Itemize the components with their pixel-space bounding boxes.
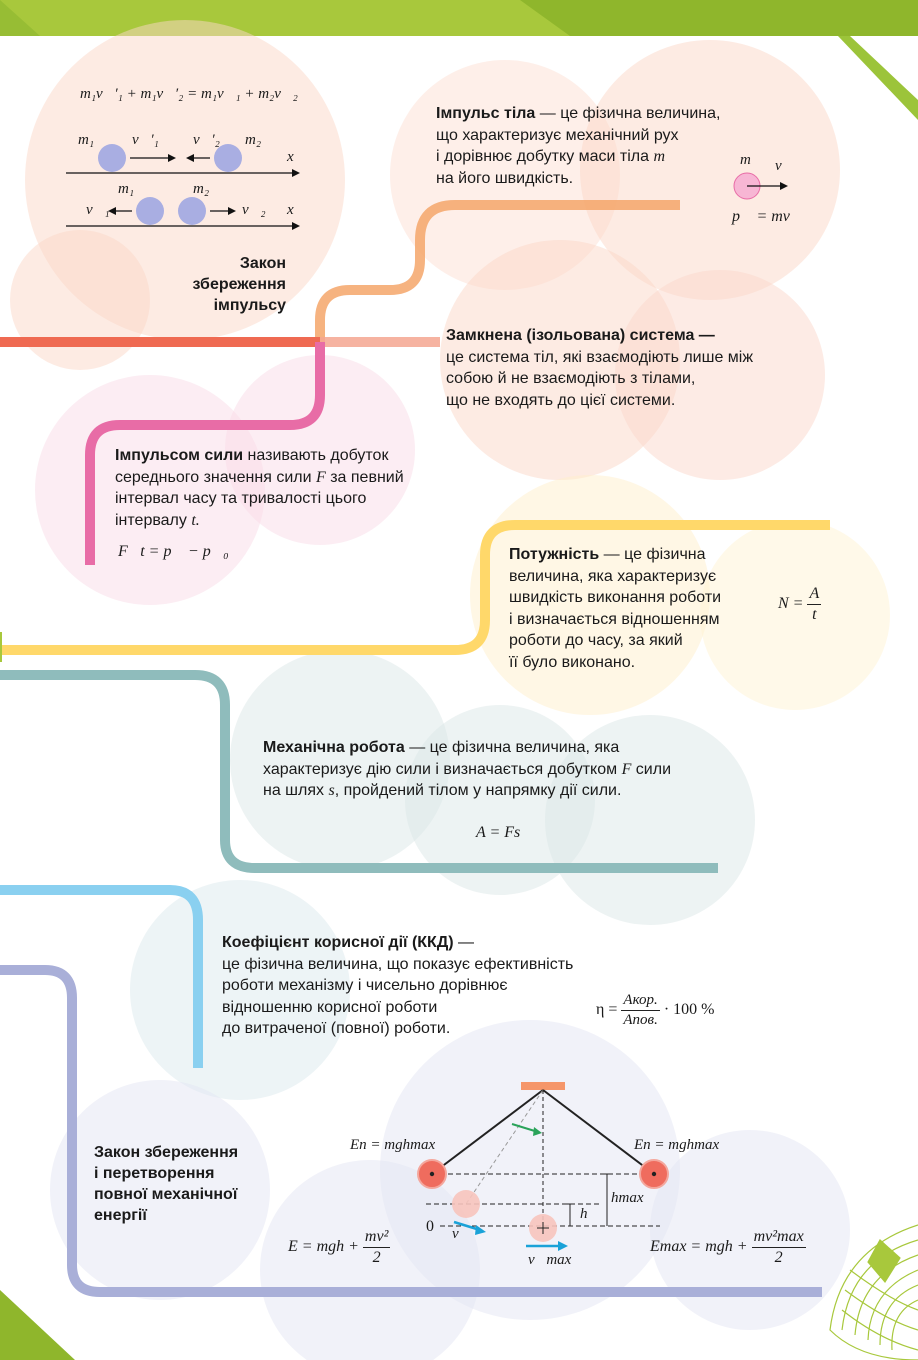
- v-label: v: [452, 1226, 459, 1242]
- collision-diagram: [62, 128, 302, 238]
- efficiency-definition: Коефіцієнт корисної дії (ККД) — це фізична величина, що показує ефективність роботи механізму і чисельно дорівнює відношенню корисної роботи до витраченої (повної) роботи.: [222, 934, 574, 1037]
- ep-right-label: Eп = mghmax: [634, 1137, 720, 1153]
- emax-formula: Emax = mgh + $\frac{\text{mv²max}}{2}$: [650, 1228, 804, 1266]
- label-v2p: v⃗′₂: [193, 132, 220, 148]
- ball-m2-bottom: [178, 197, 206, 225]
- body-momentum-definition: Імпульс тіла — це фізична величина, що характеризує механічний рух і дорівнює добутку маси тіла m на його швидкість.: [436, 105, 721, 187]
- momentum-ball-figure: [732, 172, 792, 202]
- power-definition: Потужність — це фізична величина, яка характеризує швидкість виконання роботи і визначається відношенням роботи до часу, за який її було виконано.: [509, 546, 722, 671]
- label-v2: v⃗₂: [242, 202, 266, 218]
- work-formula: A = Fs: [476, 824, 521, 841]
- momentum-equation: m₁v⃗′₁ + m₁v⃗′₂ = m₁v⃗₁ + m₂v⃗₂: [80, 86, 298, 102]
- force-impulse-definition: Імпульсом сили називають добуток середнього значення сили F за певний інтервал часу та тривалості цього інтервалу t.: [115, 447, 404, 529]
- ep-left-label: Eп = mghmax: [350, 1137, 436, 1153]
- label-v1: v⃗₁: [86, 202, 110, 218]
- closed-system-definition: Замкнена (ізольована) система — це система тіл, які взаємодіють лише між собою й не взаємодіють з тілами, що не входять до цієї системи.: [446, 327, 754, 409]
- energy-formula: E = mgh + $\frac{\text{mv²}}{2}$: [288, 1228, 389, 1266]
- work-definition: Механічна робота — це фізична величина, яка характеризує дію сили і визначається добутком F сили на шлях s, пройдений тілом у напрямку дії сили.: [263, 739, 671, 799]
- x-axis-top-arrow: [292, 169, 300, 177]
- ball-middle: [452, 1190, 480, 1218]
- energy-law-title: Закон збереження і перетворення повної механічної енергії: [94, 1144, 239, 1224]
- label-x-bottom: x: [287, 202, 294, 218]
- label-v1p: v⃗′₁: [132, 132, 159, 148]
- corner-triangle-bottom: [0, 1290, 75, 1360]
- label-m1-bottom: m₁: [118, 181, 135, 197]
- string-mid: [466, 1090, 543, 1204]
- pendulum-diagram: [410, 1076, 670, 1276]
- vmax-label: v⃗max: [528, 1252, 572, 1268]
- zero-label: 0: [426, 1218, 434, 1235]
- momentum-law-title: Закон збереження імпульсу: [192, 255, 286, 314]
- ball-m1-top: [98, 144, 126, 172]
- body-momentum-formula: p⃗ = mv⃗: [732, 208, 803, 225]
- string-right: [543, 1090, 654, 1174]
- label-m2-bottom: m₂: [193, 181, 210, 197]
- x-axis-bottom-arrow: [292, 222, 300, 230]
- string-left: [432, 1090, 543, 1174]
- label-v-ball: v⃗: [775, 158, 794, 174]
- label-m2-top: m₂: [245, 132, 262, 148]
- top-corner-dark: [520, 0, 918, 36]
- ball-m1-bottom: [136, 197, 164, 225]
- power-formula: N = $\frac{A}{t}$: [778, 585, 820, 623]
- label-x-top: x: [287, 149, 294, 165]
- label-m1-top: m₁: [78, 132, 95, 148]
- label-m-ball: m: [740, 152, 751, 168]
- h-label: h: [580, 1206, 588, 1222]
- pendulum-mount: [521, 1082, 565, 1090]
- force-impulse-formula: F⃗t = p⃗ − p⃗₀: [118, 543, 229, 560]
- efficiency-formula: η = $\frac{\text{Aкор.}}{\text{Aпов.}}$ · 100 %: [596, 992, 715, 1028]
- hmax-label: hmax: [611, 1190, 644, 1206]
